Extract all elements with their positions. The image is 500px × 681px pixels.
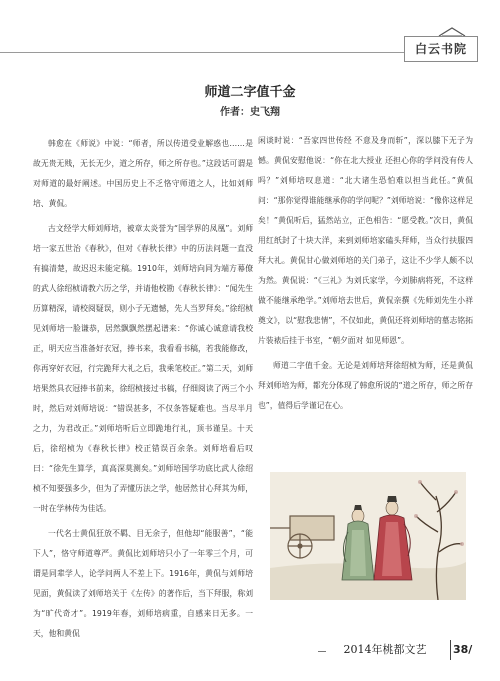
paragraph: 韩愈在《师说》中说：“师者，所以传道受业解惑也……是故无贵无贱，无长无少，道之所存，师之所存也。”这段话可谓是对师道的最好阐述。中国历史上不乏恪守师道之人，比如刘师培、黄侃。 — [33, 139, 253, 208]
paragraph: 一代名士黄侃狂放不羁、目无余子，但他却“能服善”，“能下人”，恪守师道尊严。黄侃比刘师培只小了一年零三个月，可谓是同辈学人，论学问两人不差上下。1916年，黄侃与刘师培见面，黄侃读了刘师培关于《左传》的著作后，当下拜服，称刘为“旷代奇才”。1919年春，刘师培病重，自感来日无多。一天，他和黄侃 — [33, 529, 253, 638]
paragraph: 古文经学大师刘师培，被章太炎誉为“国学界的凤凰”。刘师培一家五世治《春秋》，但对《春秋长律》中的历法问题一直没有搞清楚，故迟迟未能定稿。1910年，刘师培向同为端方幕僚的武人徐绍桢请教六历之学，并请他校勘《春秋长律》：“闻先生历算精深，请校阅疑误，则小子无遗憾，先人当罗拜矣。”徐绍桢见刘师培一脸谦恭，居然飘飘然摆起谱来：“你诚心诚意请我校正，明天应当准备好衣冠，捧书来，我看看书稿，若我能修改，你再穿好衣冠，行完跪拜大礼之后，我乘笔校正。”第二天，刘师培果然具衣冠捧书前来，徐绍桢接过书稿，仔细阅读了两三个小时，然后对刘师培说：“错误甚多，不仅条答疑难也。当尽半月之力，为君改正。”刘师培听后立即跪地行礼，顶书谨呈。十天后，徐绍桢为《春秋长律》校正错误百余条。刘师培看后叹曰：“徐先生算学，真高深莫测矣。”刘师培国学功底比武人徐绍桢不知要强多少，但为了弄懂历法之学，他居然甘心拜其为师，一时在学林传为佳话。 — [33, 224, 253, 513]
article-title: 师道二字值千金 — [204, 85, 296, 100]
header-rule — [0, 52, 448, 53]
page-number: 38/ — [453, 643, 473, 656]
paragraph: 师道二字值千金。无论是刘师培拜徐绍桢为师，还是黄侃拜刘师培为师，都充分体现了韩愈所说的“道之所存，师之所存也”，值得后学谨记在心。 — [258, 361, 473, 410]
scholars-illustration — [270, 472, 466, 600]
footer-divider — [450, 640, 451, 660]
left-column — [33, 134, 253, 649]
paragraph: 闲谈时说：“吾家四世传经 不意及身而斩”，深以膝下无子为憾。黄侃安慰他说：“你在北大授业 还担心你的学问没有传人吗？”刘师培叹息道：“北大诸生恐怕难以担当此任。”黄侃问：“那你觉得谁能继承你的学问呢？”刘师培说：“像你这样足矣！”黄侃听后，猛然站立，正色相告：“愿受教。”次日，黄侃用红纸封了十块大洋，来到刘师培家磕头拜师，当众行扶服四拜大礼。黄侃甘心做刘师培的关门弟子，这让不少学人颇不以为然。黄侃说：“《三礼》为刘氏家学，今刘肺病将死，不这样做不能继承绝学。”刘师培去世后，黄侃亲撰《先师刘先生小祥奠文》，以“慰我悲情”，不仅如此，黄侃还将刘师培的墓志铭拓片装裱后挂于书室，“朝夕面对 如见师恩”。 — [258, 136, 473, 345]
logo: 白云书院 — [404, 36, 478, 62]
right-column — [258, 131, 473, 421]
article-author: 作者：史飞翔 — [220, 107, 280, 118]
publication-name: 2014年桃都文艺 — [343, 643, 427, 656]
